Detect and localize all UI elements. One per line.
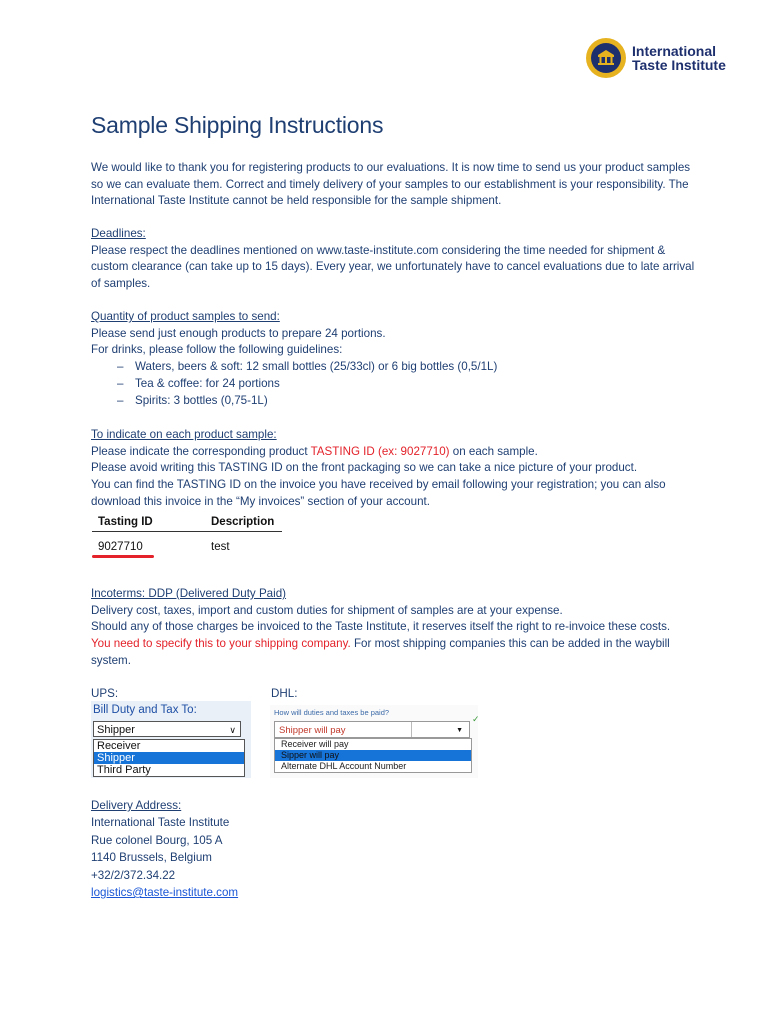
ups-selected-value: Shipper [97,724,135,736]
logo-line-2: Taste Institute [632,57,726,73]
ups-option[interactable]: Receiver [97,740,141,752]
indicate-line-2: Please avoid writing this TASTING ID on the front packaging so we can take a nice picture of your product. [91,461,638,475]
incoterms-section [91,586,701,670]
chevron-down-icon: ∨ [229,725,236,735]
list-item: – Tea & coffee: for 24 portions [117,376,701,393]
incoterms-heading: Incoterms: DDP (Delivered Duty Paid) [91,587,287,600]
delivery-address-section [91,797,238,901]
column-header: Tasting ID [98,516,153,528]
dhl-field-title: How will duties and taxes be paid? [274,708,390,717]
indicate-heading: To indicate on each product sample: [91,428,277,441]
tasting-id-example: TASTING ID (ex: 9027710) [310,444,450,458]
quantity-line-1: Please send just enough products to prepare 24 portions. [91,326,386,340]
quantity-line-2: For drinks, please follow the following guidelines: [91,343,343,357]
address-street: Rue colonel Bourg, 105 A [91,833,223,847]
table-header [92,512,282,532]
dhl-duties-select[interactable] [274,721,470,738]
address-phone: +32/2/372.34.22 [91,868,176,882]
address-city: 1140 Brussels, Belgium [91,851,212,865]
incoterms-line-3: You need to specify this to your shipping company. For most shipping companies this can be added in the waybill system. [91,637,670,667]
intro-paragraph: We would like to thank you for registering products to our evaluations. It is now time to send us your product samples so we can evaluate them. Correct and timely delivery of your samples to our establishment is your responsibility. The International Taste Institute cannot be held responsible for the sample shipment. [91,161,691,208]
shipping-company-warning: You need to specify this to your shipping company. [91,637,351,651]
deadlines-text: Please respect the deadlines mentioned on www.taste-institute.com considering the time needed for shipment & custom clearance (can take up to 15 days). Every year, we unfortunately have to cancel evaluations due to late arrival of samples. [91,243,695,291]
deadlines-heading: Deadlines: [91,227,146,240]
tasting-id-table [92,512,282,556]
page-title: Sample Shipping Instructions [91,112,384,138]
ups-options-list [93,739,245,777]
seal-icon [586,38,626,78]
incoterms-line-1: Delivery cost, taxes, import and custom duties for shipment of samples are at your expense. [91,603,563,617]
dhl-label: DHL: [271,687,298,700]
address-name: International Taste Institute [91,816,230,830]
dhl-option[interactable]: Alternate DHL Account Number [281,761,407,771]
incoterms-line-2: Should any of those charges be invoiced to the Taste Institute, it reserves itself the right to re-invoice these costs. [91,620,671,634]
column-header: Description [211,516,275,528]
quantity-heading: Quantity of product samples to send: [91,310,280,323]
quantity-section [91,309,701,409]
email-link[interactable]: logistics@taste-institute.com [91,886,239,900]
ups-option[interactable]: Third Party [97,764,151,776]
dhl-options-list [274,738,472,773]
tasting-id-cell: 9027710 [98,541,143,553]
dhl-option[interactable]: Sipper will pay [275,750,471,761]
intro-section [91,160,701,210]
ups-dropdown-screenshot [91,701,251,778]
red-underline-mark [92,555,154,558]
caret-down-icon: ▼ [456,727,463,734]
list-item: – Spirits: 3 bottles (0,75-1L) [117,393,701,410]
institute-logo [586,38,726,78]
dhl-selected-value: Shipper will pay [279,725,346,736]
dhl-option[interactable]: Receiver will pay [281,739,349,749]
drink-guidelines-list [91,359,701,409]
logo-line-1: International [632,43,717,59]
address-heading: Delivery Address: [91,799,182,812]
deadlines-section [91,226,701,293]
list-item: – Waters, beers & soft: 12 small bottles (25/33cl) or 6 big bottles (0,5/1L) [117,359,701,376]
indicate-section [91,427,701,511]
check-icon: ✓ [472,714,480,724]
dhl-dropdown-screenshot [270,705,478,778]
indicate-line-1: Please indicate the corresponding product TASTING ID (ex: 9027710) on each sample. [91,444,538,458]
indicate-line-3: You can find the TASTING ID on the invoice you have received by email following your registration; you can also download this invoice in the “My invoices” section of your account. [91,478,666,508]
description-cell: test [211,541,230,553]
ups-field-title: Bill Duty and Tax To: [93,704,197,716]
ups-label: UPS: [91,687,119,700]
table-row [92,532,282,556]
ups-bill-select[interactable] [93,721,241,737]
ups-option[interactable]: Shipper [94,752,244,764]
